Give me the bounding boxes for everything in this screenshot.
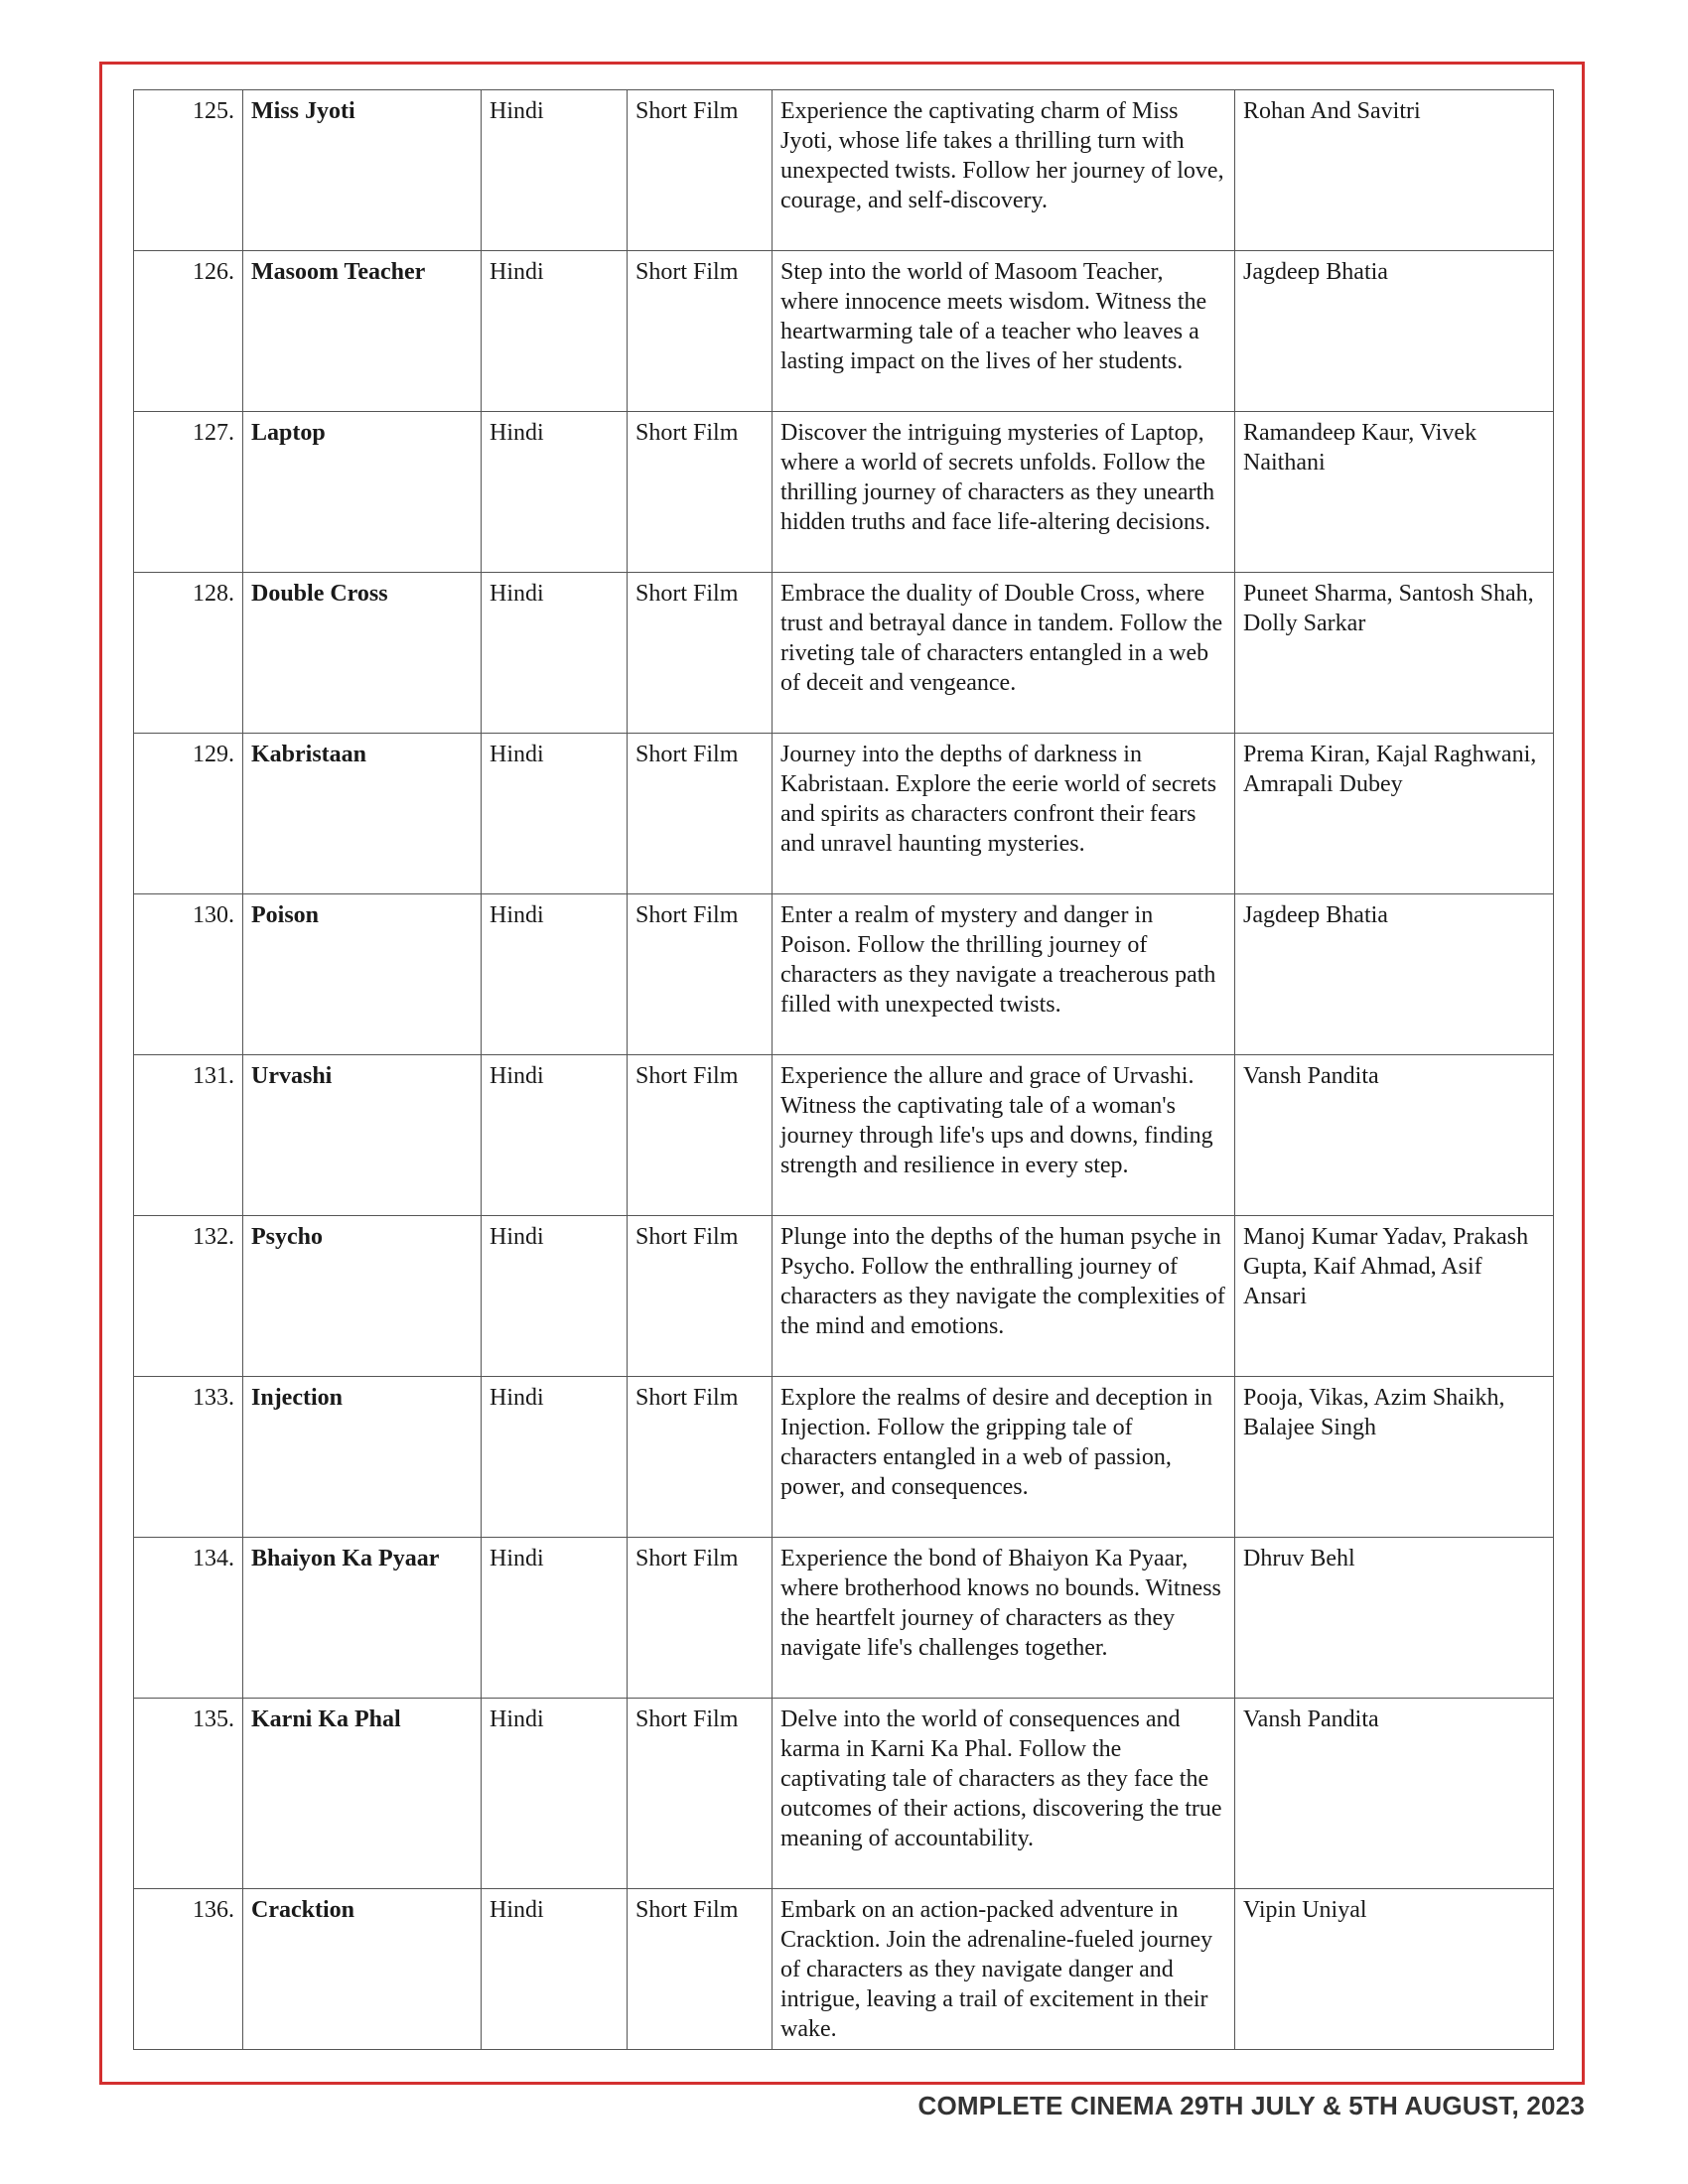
table-row [134,1377,1554,1538]
film-description: Experience the bond of Bhaiyon Ka Pyaar, where brotherhood knows no bounds. Witness the heartfelt journey of characters as they navigate life's challenges together. [773,1538,1235,1699]
film-language: Hindi [482,412,628,573]
film-cast: Vansh Pandita [1235,1699,1554,1889]
film-title: Urvashi [243,1055,482,1216]
film-cast: Puneet Sharma, Santosh Shah, Dolly Sarkar [1235,573,1554,734]
film-language: Hindi [482,1538,628,1699]
film-cast: Jagdeep Bhatia [1235,894,1554,1055]
film-title: Laptop [243,412,482,573]
film-number: 129. [134,734,243,894]
film-language: Hindi [482,1216,628,1377]
film-description: Experience the captivating charm of Miss Jyoti, whose life takes a thrilling turn with unexpected twists. Follow her journey of love, courage, and self-discovery. [773,90,1235,251]
film-number: 132. [134,1216,243,1377]
table-row [134,90,1554,251]
table-row [134,734,1554,894]
film-number: 125. [134,90,243,251]
table-row [134,894,1554,1055]
film-title: Poison [243,894,482,1055]
film-cast: Vansh Pandita [1235,1055,1554,1216]
table-row [134,1889,1554,2050]
film-number: 131. [134,1055,243,1216]
film-language: Hindi [482,1699,628,1889]
film-description: Plunge into the depths of the human psyche in Psycho. Follow the enthralling journey of characters as they navigate the complexities of the mind and emotions. [773,1216,1235,1377]
film-title: Masoom Teacher [243,251,482,412]
film-type: Short Film [628,1699,773,1889]
film-language: Hindi [482,1889,628,2050]
film-description: Step into the world of Masoom Teacher, where innocence meets wisdom. Witness the heartwarming tale of a teacher who leaves a lasting impact on the lives of her students. [773,251,1235,412]
film-number: 133. [134,1377,243,1538]
film-language: Hindi [482,1377,628,1538]
film-language: Hindi [482,90,628,251]
film-type: Short Film [628,251,773,412]
film-cast: Manoj Kumar Yadav, Prakash Gupta, Kaif Ahmad, Asif Ansari [1235,1216,1554,1377]
film-title: Bhaiyon Ka Pyaar [243,1538,482,1699]
film-description: Delve into the world of consequences and karma in Karni Ka Phal. Follow the captivating tale of characters as they face the outcomes of their actions, discovering the true meaning of accountability. [773,1699,1235,1889]
film-description: Journey into the depths of darkness in Kabristaan. Explore the eerie world of secrets and spirits as characters confront their fears and unravel haunting mysteries. [773,734,1235,894]
film-cast: Pooja, Vikas, Azim Shaikh, Balajee Singh [1235,1377,1554,1538]
film-cast: Jagdeep Bhatia [1235,251,1554,412]
film-title: Cracktion [243,1889,482,2050]
film-type: Short Film [628,412,773,573]
film-number: 130. [134,894,243,1055]
film-description: Enter a realm of mystery and danger in Poison. Follow the thrilling journey of characters as they navigate a treacherous path filled with unexpected twists. [773,894,1235,1055]
table-row [134,1216,1554,1377]
film-type: Short Film [628,1377,773,1538]
table-row [134,573,1554,734]
film-number: 135. [134,1699,243,1889]
table-row [134,1538,1554,1699]
film-language: Hindi [482,573,628,734]
film-language: Hindi [482,894,628,1055]
film-cast: Rohan And Savitri [1235,90,1554,251]
film-type: Short Film [628,1538,773,1699]
table-row [134,1699,1554,1889]
film-description: Embrace the duality of Double Cross, where trust and betrayal dance in tandem. Follow the riveting tale of characters entangled in a web of deceit and vengeance. [773,573,1235,734]
film-cast: Prema Kiran, Kajal Raghwani, Amrapali Dubey [1235,734,1554,894]
film-language: Hindi [482,734,628,894]
table-row [134,251,1554,412]
film-description: Explore the realms of desire and deception in Injection. Follow the gripping tale of characters entangled in a web of passion, power, and consequences. [773,1377,1235,1538]
film-title: Miss Jyoti [243,90,482,251]
page-footer: COMPLETE CINEMA 29TH JULY & 5TH AUGUST, 2023 [917,2091,1585,2120]
film-cast: Ramandeep Kaur, Vivek Naithani [1235,412,1554,573]
table-row [134,412,1554,573]
table-row [134,1055,1554,1216]
film-title: Double Cross [243,573,482,734]
film-number: 126. [134,251,243,412]
film-title: Injection [243,1377,482,1538]
film-number: 136. [134,1889,243,2050]
film-number: 128. [134,573,243,734]
film-description: Experience the allure and grace of Urvashi. Witness the captivating tale of a woman's journey through life's ups and downs, finding strength and resilience in every step. [773,1055,1235,1216]
film-listing-table [133,89,1554,2050]
film-description: Discover the intriguing mysteries of Laptop, where a world of secrets unfolds. Follow the thrilling journey of characters as they unearth hidden truths and face life-altering decisions. [773,412,1235,573]
film-language: Hindi [482,251,628,412]
film-number: 127. [134,412,243,573]
film-cast: Dhruv Behl [1235,1538,1554,1699]
film-type: Short Film [628,90,773,251]
film-description: Embark on an action-packed adventure in Cracktion. Join the adrenaline-fueled journey of characters as they navigate danger and intrigue, leaving a trail of excitement in their wake. [773,1889,1235,2050]
film-type: Short Film [628,734,773,894]
film-title: Kabristaan [243,734,482,894]
film-rows [134,90,1554,2050]
film-cast: Vipin Uniyal [1235,1889,1554,2050]
film-title: Psycho [243,1216,482,1377]
film-number: 134. [134,1538,243,1699]
film-type: Short Film [628,1055,773,1216]
film-title: Karni Ka Phal [243,1699,482,1889]
film-type: Short Film [628,573,773,734]
film-type: Short Film [628,1889,773,2050]
film-type: Short Film [628,1216,773,1377]
film-type: Short Film [628,894,773,1055]
film-language: Hindi [482,1055,628,1216]
